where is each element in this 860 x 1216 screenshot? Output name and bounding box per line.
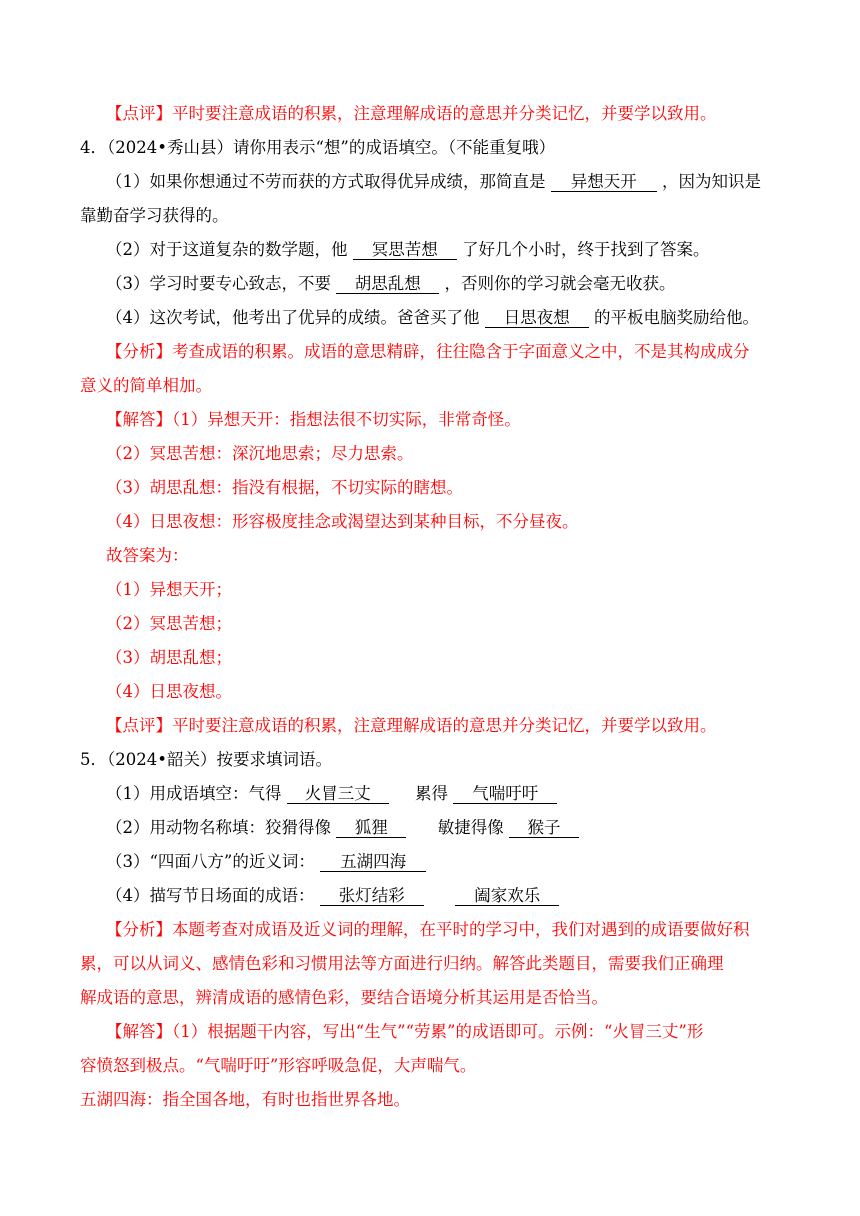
item-text: （1）用成语填空：气得: [106, 784, 282, 803]
question-4-header: [80, 137, 555, 159]
q5-item-4: [106, 885, 559, 907]
answer-line: （4）日思夜想。: [106, 682, 232, 701]
q5-item-1: [106, 783, 557, 805]
answer-blank: 冥思苦想: [353, 241, 457, 260]
review-text: 平时要注意成语的积累，注意理解成语的意思并分类记忆，并要学以致用。: [172, 104, 717, 123]
answer-blank: 张灯结彩: [320, 887, 424, 906]
solution-line: （2）冥思苦想：深沉地思索；尽力思索。: [106, 444, 414, 463]
item-text: （4）这次考试，他考出了优异的成绩。爸爸买了他: [106, 308, 480, 327]
question-5-header: [80, 749, 332, 771]
solution-line: 容愤怒到极点。“气喘吁吁”形容呼吸急促，大声喘气。: [80, 1056, 477, 1075]
q3-review: [106, 103, 717, 125]
review-tag: 【点评】: [106, 104, 172, 123]
item-text-after: 的平板电脑奖励给他。: [594, 308, 759, 327]
item-text: （3）学习时要专心致志，不要: [106, 274, 331, 293]
item-text: （3）“四面八方”的近义词：: [106, 852, 315, 871]
answer-blank: 气喘吁吁: [453, 785, 557, 804]
solution-line: （3）胡思乱想：指没有根据，不切实际的瞎想。: [106, 478, 463, 497]
item-text-after: ，否则你的学习就会毫无收获。: [444, 274, 676, 293]
answer-line: （2）冥思苦想；: [106, 614, 232, 633]
q4-review: [106, 715, 717, 737]
answer-line: （3）胡思乱想；: [106, 648, 232, 667]
answer-blank: 火冒三丈: [287, 785, 389, 804]
item-text: （2）对于这道复杂的数学题，他: [106, 240, 348, 259]
solution-line: 五湖四海：指全国各地，有时也指世界各地。: [80, 1090, 410, 1109]
item-text-after: ，因为知识是: [662, 172, 761, 191]
answer-line: （1）异想天开；: [106, 580, 232, 599]
answer-blank: 胡思乱想: [336, 275, 439, 294]
item-text: （1）如果你想通过不劳而获的方式取得优异成绩，那简直是: [106, 172, 546, 191]
q4-analysis: [106, 341, 750, 363]
q5-item-2: [106, 817, 579, 839]
question-source: （2024•韶关）: [107, 750, 217, 769]
solution-tag: 【解答】: [106, 410, 172, 429]
item-text: 靠勤奋学习获得的。: [80, 206, 229, 225]
q5-solution: [106, 1021, 703, 1043]
q4-item-3: [106, 273, 676, 295]
item-text: 累得: [414, 784, 448, 803]
q4-item-1-continued: [80, 205, 229, 227]
question-prompt: 按要求填词语。: [216, 750, 332, 769]
item-text: 敏捷得像: [437, 818, 504, 837]
answer-blank: 日思夜想: [485, 309, 589, 328]
answer-blank: 五湖四海: [320, 853, 426, 872]
q4-item-1: [106, 171, 761, 193]
solution-line: （4）日思夜想：形容极度挂念或渴望达到某种目标，不分昼夜。: [106, 512, 579, 531]
question-number: 5．: [80, 750, 107, 769]
q5-analysis: [106, 919, 750, 941]
solution-line: （1）异想天开：指想法很不切实际，非常奇怪。: [172, 410, 521, 429]
q4-item-4: [106, 307, 759, 329]
answer-blank: 异想天开: [551, 173, 657, 192]
analysis-tag: 【分析】: [106, 342, 172, 361]
solution-line: （1）根据题干内容，写出“生气”“劳累”的成语即可。示例：“火冒三丈”形: [172, 1022, 704, 1041]
answer-blank: 猴子: [509, 819, 579, 838]
analysis-text: 考查成语的积累。成语的意思精辟，往往隐含于字面意义之中，不是其构成成分: [172, 342, 750, 361]
answer-blank: 阖家欢乐: [455, 887, 559, 906]
item-text-after: 了好几个小时，终于找到了答案。: [462, 240, 710, 259]
question-number: 4．: [80, 138, 107, 157]
answer-blank: 狐狸: [336, 819, 406, 838]
review-text: 平时要注意成语的积累，注意理解成语的意思并分类记忆，并要学以致用。: [172, 716, 717, 735]
q5-item-3: [106, 851, 426, 873]
question-source: （2024•秀山县）: [107, 138, 233, 157]
q4-solution: [106, 409, 521, 431]
solution-tag: 【解答】: [106, 1022, 172, 1041]
item-text: （2）用动物名称填：狡猾得像: [106, 818, 331, 837]
question-prompt: 请你用表示“想”的成语填空。（不能重复哦）: [232, 138, 556, 157]
analysis-tag: 【分析】: [106, 920, 172, 939]
review-tag: 【点评】: [106, 716, 172, 735]
answer-intro: 故答案为：: [106, 546, 189, 565]
q5-analysis-continued: 累，可以从词义、感情色彩和习惯用法等方面进行归纳。解答此类题目，需要我们正确理: [80, 954, 724, 973]
item-text: （4）描写节日场面的成语：: [106, 886, 315, 905]
q5-analysis-continued: 解成语的意思，辨清成语的感情色彩，要结合语境分析其运用是否恰当。: [80, 988, 608, 1007]
analysis-text: 本题考查对成语及近义词的理解，在平时的学习中，我们对遇到的成语要做好积: [172, 920, 750, 939]
q4-analysis-continued: 意义的简单相加。: [80, 376, 212, 395]
q4-item-2: [106, 239, 710, 261]
